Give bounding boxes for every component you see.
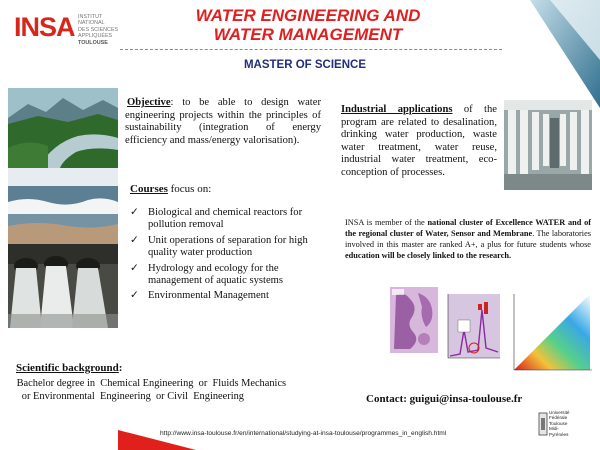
check-icon: ✓ (130, 290, 139, 302)
university-name: Université Fédérale Toulouse Midi-Pyrénées (549, 410, 570, 437)
courses-heading (130, 183, 211, 196)
river-valley-photo (8, 88, 118, 168)
cluster-paragraph: INSA is member of the national cluster of Excellence WATER and of the regional cluster of Water, Sensor and Membrane. The laboratories involved in this master are ranked A+, a plus for future students whose education will be closely linked to the research. (345, 218, 591, 261)
science-body: Bachelor degree in Chemical Engineering or Fluids Mechanics or Environmental Engineering or Civil Engineering (14, 378, 287, 402)
page-subtitle: MASTER OF SCIENCE (243, 59, 367, 71)
industrial-applications-paragraph (341, 104, 497, 180)
check-icon: ✓ (130, 262, 139, 274)
objective-paragraph (125, 97, 321, 147)
science-heading (16, 362, 122, 375)
science-suffix: : (118, 362, 123, 374)
membrane-plant-photo (504, 100, 592, 190)
program-url-link[interactable]: http://www.insa-toulouse.fr/en/international/studying-at-insa-toulouse/programmes_in_english.html (160, 430, 447, 437)
list-item: ✓ Unit operations of separation for high quality water production (130, 234, 308, 259)
spectrum-chart-figure (438, 290, 502, 370)
objective-text: : to be able to design water engineering projects within the principles of sustainability (integration of energy efficiency and mass/energy valorisation). (125, 97, 321, 146)
courses-list (130, 207, 320, 306)
logo-institution-text: INSTITUT NATIONAL DES SCIENCES APPLIQUÉES TOULOUSE (78, 14, 119, 46)
science-label: Scientific background (16, 362, 119, 374)
list-item: ✓ Biological and chemical reactors for pollution removal (130, 207, 303, 231)
industrial-text: of the program are related to desalination, drinking water production, waste water treatment, water reuse, industrial water treatment, eco-conception of processes. (341, 104, 497, 178)
water-outflow-photo (8, 244, 118, 328)
list-item: ✓ Environmental Management (130, 290, 269, 302)
check-icon: ✓ (130, 207, 139, 218)
waves-photo (8, 168, 118, 244)
industrial-label: Industrial applications (341, 104, 453, 115)
contour-map-figure (502, 290, 596, 382)
courses-suffix: focus on: (167, 183, 212, 195)
university-logo (538, 408, 578, 444)
page-title: WATER ENGINEERING AND WATER MANAGEMENT (195, 6, 421, 44)
list-item: ✓ Hydrology and ecology for the management of aquatic systems (130, 262, 284, 287)
header-divider (120, 49, 502, 50)
courses-label: Courses (130, 183, 168, 195)
contact-info: Contact: guigui@insa-toulouse.fr (366, 393, 523, 405)
check-icon: ✓ (130, 234, 139, 246)
insa-logo (14, 10, 124, 50)
microscopy-figure (390, 287, 438, 353)
university-emblem-icon (538, 412, 548, 436)
logo-wordmark: INSA (14, 12, 75, 42)
objective-label: Objective (127, 97, 171, 108)
corner-decoration (510, 0, 600, 110)
